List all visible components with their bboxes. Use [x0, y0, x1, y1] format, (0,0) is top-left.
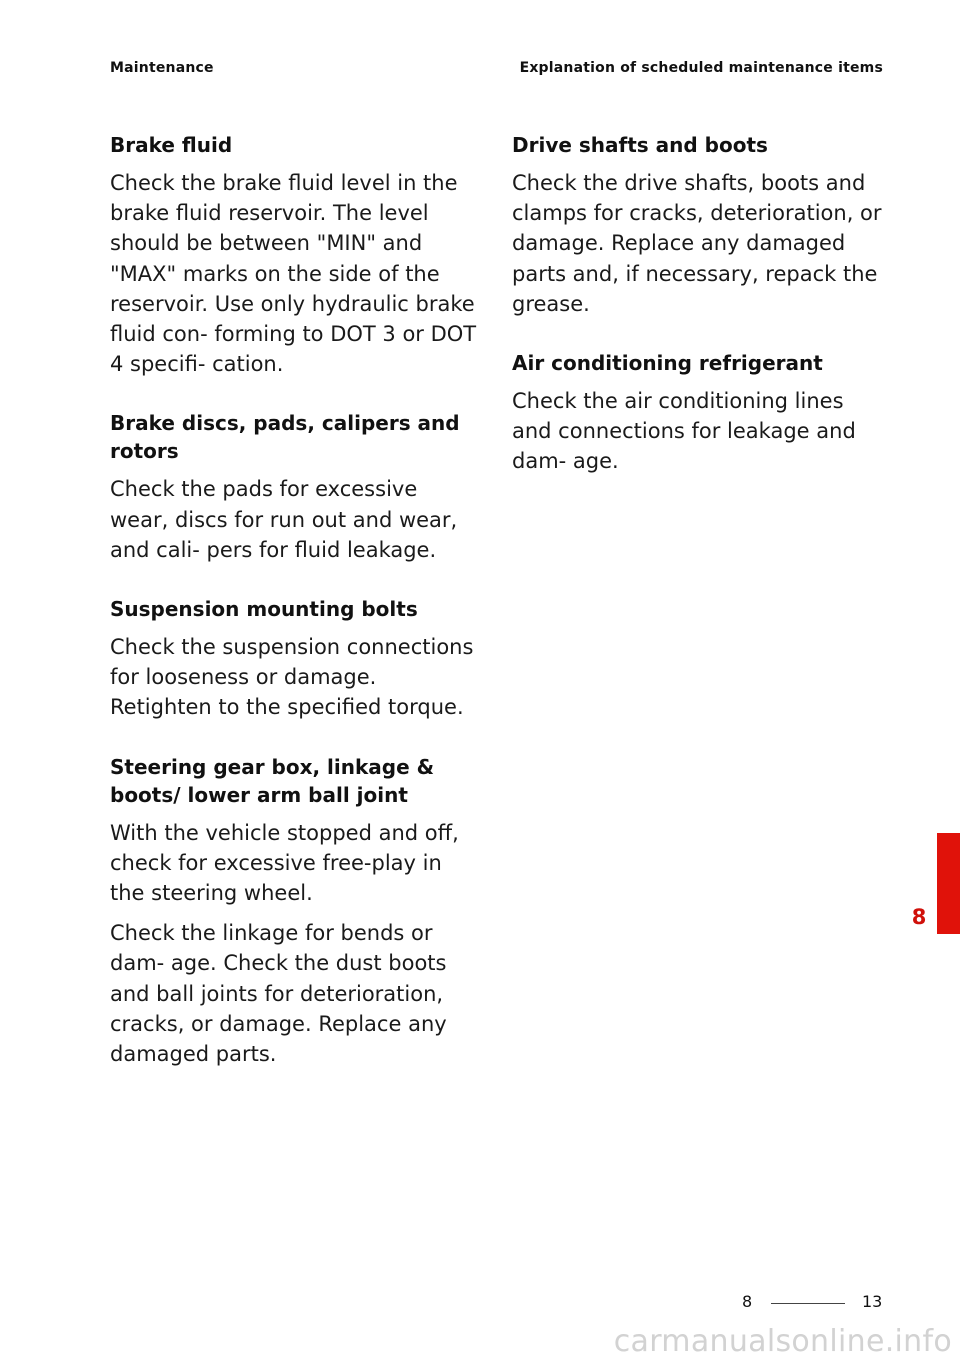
section-paragraph: Check the brake fluid level in the brake fluid reservoir. The level should be between "MIN" and "MAX" marks on the side of the reservoir. Use only hydraulic brake fluid con- forming to DOT 3 or DOT 4 specifi- cation. — [110, 171, 477, 377]
section-heading: Brake discs, pads, calipers and rotors — [110, 411, 460, 464]
section-heading: Steering gear box, linkage & boots/ lower arm ball joint — [110, 754, 435, 807]
section-paragraph: Check the air conditioning lines and connections for leakage and dam- age. — [512, 389, 856, 474]
section-suspension-bolts — [110, 595, 480, 723]
running-header-section: Maintenance — [110, 60, 214, 76]
section-paragraph: Check the linkage for bends or dam- age. Check the dust boots and ball joints for deterioration, cracks, or damage. Replace any damaged parts. — [110, 921, 447, 1067]
section-paragraph: Check the drive shafts, boots and clamps for cracks, deterioration, or damage. Replace any damaged parts and, if necessary, repack the grease. — [512, 171, 882, 316]
section-brake-fluid — [110, 131, 480, 379]
chapter-tab-number: 8 — [911, 905, 927, 929]
section-heading: Brake fluid — [110, 133, 233, 157]
section-drive-shafts — [512, 131, 882, 319]
section-paragraph: With the vehicle stopped and off, check for excessive free-play in the steering wheel. — [110, 820, 459, 906]
chapter-tab — [937, 833, 960, 934]
left-column — [110, 131, 480, 1099]
footer-chapter-number: 8 — [742, 1292, 753, 1311]
section-heading: Air conditioning refrigerant — [512, 351, 823, 376]
watermark: carmanualsonline.info — [613, 1324, 952, 1359]
running-header-title: Explanation of scheduled maintenance items — [519, 60, 883, 76]
section-heading: Suspension mounting bolts — [110, 597, 418, 622]
right-column — [512, 131, 882, 507]
section-heading: Drive shafts and boots — [512, 133, 768, 157]
section-paragraph: Check the pads for excessive wear, discs for run out and wear, and cali- pers for fluid leakage. — [110, 477, 458, 562]
section-steering-gear — [110, 753, 480, 1070]
section-paragraph: Check the suspension connections for looseness or damage. Retighten to the specified torque. — [110, 635, 474, 720]
footer-divider — [771, 1303, 845, 1304]
footer-page-number: 13 — [862, 1292, 883, 1311]
section-air-conditioning — [512, 349, 882, 477]
section-brake-discs — [110, 409, 480, 565]
